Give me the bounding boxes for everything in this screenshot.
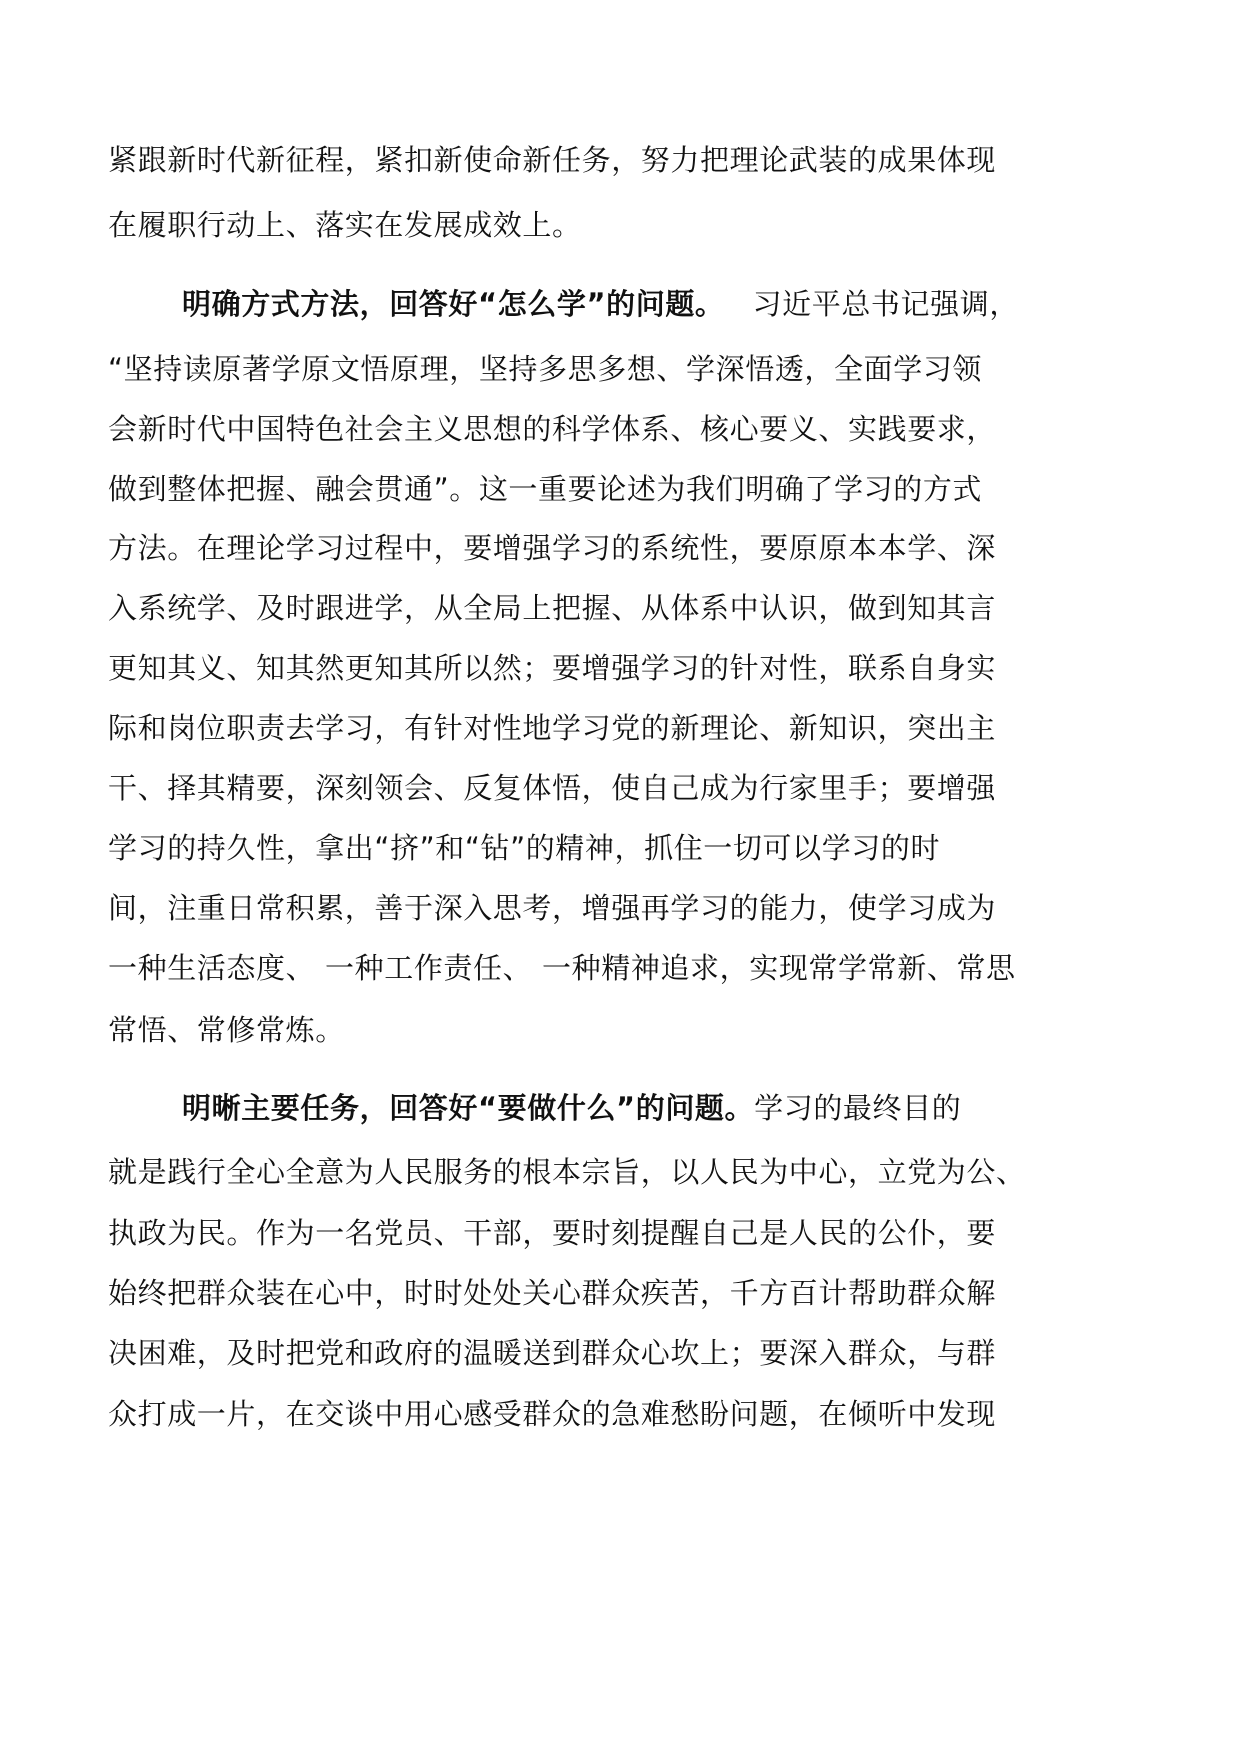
paragraph-2-line: 一种生活态度、 一种工作责任、 一种精神追求，实现常学常新、常思	[108, 951, 1016, 985]
paragraph-2-line: 常悟、常修常炼。	[108, 1013, 345, 1047]
paragraph-1-line-2: 在履职行动上、落实在发展成效上。	[108, 208, 582, 242]
paragraph-2-line: 做到整体把握、融会贯通”。这一重要论述为我们明确了学习的方式	[108, 472, 983, 506]
paragraph-3-line: 众打成一片，在交谈中用心感受群众的急难愁盼问题，在倾听中发现	[108, 1397, 997, 1431]
paragraph-3-line: 执政为民。作为一名党员、干部，要时刻提醒自己是人民的公仆，要	[108, 1216, 997, 1250]
paragraph-2-line: 入系统学、及时跟进学，从全局上把握、从体系中认识，做到知其言	[108, 591, 997, 625]
paragraph-2-line: “坚持读原著学原文悟原理，坚持多思多想、学深悟透，全面学习领	[108, 352, 983, 386]
section-heading-what-to-do: 明晰主要任务，回答好“要做什么”的问题。	[182, 1091, 755, 1125]
section-heading-how-to-learn: 明确方式方法，回答好“怎么学”的问题。	[182, 287, 725, 321]
paragraph-2-line: 际和岗位职责去学习，有针对性地学习党的新理论、新知识，突出主	[108, 711, 997, 745]
paragraph-3-line: 就是践行全心全意为人民服务的根本宗旨，以人民为中心，立党为公、	[108, 1155, 1026, 1189]
paragraph-3-first-line	[182, 1088, 961, 1128]
paragraph-3-line: 决困难，及时把党和政府的温暖送到群众心坎上；要深入群众，与群	[108, 1336, 997, 1370]
paragraph-2-first-line	[182, 284, 1019, 324]
paragraph-2-line: 学习的持久性，拿出“挤”和“钻”的精神，抓住一切可以学习的时	[108, 831, 941, 865]
paragraph-2-line: 干、择其精要，深刻领会、反复体悟，使自己成为行家里手；要增强	[108, 771, 997, 805]
paragraph-2-intro-text: 习近平总书记强调，	[752, 287, 1019, 321]
paragraph-1-line-1: 紧跟新时代新征程，紧扣新使命新任务，努力把理论武装的成果体现	[108, 143, 997, 177]
paragraph-3-line: 始终把群众装在心中，时时处处关心群众疾苦，千方百计帮助群众解	[108, 1276, 997, 1310]
paragraph-2-line: 方法。在理论学习过程中，要增强学习的系统性，要原原本本学、深	[108, 531, 997, 565]
paragraph-3-intro-text: 学习的最终目的	[754, 1091, 962, 1125]
paragraph-2-line: 更知其义、知其然更知其所以然；要增强学习的针对性，联系自身实	[108, 651, 997, 685]
paragraph-2-line: 会新时代中国特色社会主义思想的科学体系、核心要义、实践要求，	[108, 412, 997, 446]
paragraph-2-line: 间，注重日常积累，善于深入思考，增强再学习的能力，使学习成为	[108, 891, 997, 925]
